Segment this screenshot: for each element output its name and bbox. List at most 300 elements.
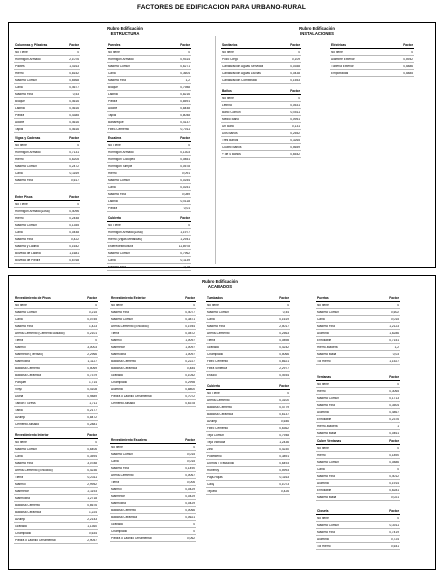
factor-value: 0,0429 [185, 501, 195, 505]
material-label: Tabla [15, 408, 23, 412]
material-label: Ladrillo [108, 92, 119, 96]
table-row [14, 481, 98, 488]
table-title: Ventanas [317, 375, 331, 380]
material-label: Madera Malla [317, 352, 337, 356]
factor-value: 0,1914 [389, 481, 399, 485]
material-label: Polietileno [207, 454, 222, 458]
table-row [107, 250, 191, 257]
factor-value: 1,1977 [180, 230, 190, 234]
table-row [221, 56, 301, 63]
table-row [107, 105, 191, 112]
material-label: Piedra o Ladrillo Ornamental [15, 538, 56, 542]
table-row [107, 98, 191, 105]
material-label: Enrollable [317, 488, 332, 492]
factor-value: 0 [287, 303, 289, 307]
factor-value: 0,4137 [180, 120, 190, 124]
factor-value: 0,7948 [279, 433, 289, 437]
factor-value: 0,44 [282, 310, 289, 314]
material-label: Madera Común [111, 452, 133, 456]
factor-table [221, 44, 301, 84]
factor-value: 0,602 [391, 310, 399, 314]
material-label: Adobe [108, 106, 118, 110]
material-label: No tiene [15, 303, 27, 307]
table-row [14, 344, 98, 351]
material-label: Grafiado [111, 373, 124, 377]
material-label: Tablón / Gress [15, 401, 36, 405]
factor-value: 0,3604 [180, 71, 190, 75]
table-row [316, 330, 400, 337]
table-row [14, 467, 98, 474]
table-row [330, 70, 414, 77]
material-label: Aluminio [317, 481, 330, 485]
material-label: Aluminio [317, 537, 330, 541]
factor-value: 2,1193 [87, 489, 97, 493]
factor-value: 0 [193, 522, 195, 526]
table-row [221, 63, 301, 70]
material-label: No tiene [317, 516, 329, 520]
material-label: Teja Común [207, 433, 225, 437]
material-label: Madera Fina [15, 178, 33, 182]
table-row [206, 316, 290, 323]
table-row [107, 142, 191, 149]
material-label: Cady [207, 482, 215, 486]
table-row [107, 222, 191, 229]
column-divider [215, 36, 216, 264]
material-label: Domos / Traslúcido [207, 461, 235, 465]
table-row [206, 432, 290, 439]
factor-table [107, 44, 191, 133]
material-label: Hormigón Armado(Losa) [108, 230, 143, 234]
factor-column-header: Factor [87, 433, 97, 438]
material-label: Hierro-Madera [317, 345, 338, 349]
factor-value: 0 [188, 223, 190, 227]
factor-value: 0 [193, 303, 195, 307]
factor-value: 0 [95, 338, 97, 342]
factor-value: 0,0067 [185, 473, 195, 477]
factor-value: 0,7151 [389, 338, 399, 342]
table-row [14, 495, 98, 502]
factor-value: 0,3871 [185, 317, 195, 321]
table-row [316, 316, 400, 323]
factor-value: 0 [397, 382, 399, 386]
material-label: Bloque [108, 85, 118, 89]
material-label: No tiene [15, 143, 27, 147]
table-row [14, 316, 98, 323]
table-row [221, 109, 301, 116]
factor-value: 0 [397, 467, 399, 471]
factor-value: 0,0461 [389, 431, 399, 435]
table-row [206, 446, 290, 453]
table-row [221, 70, 301, 77]
table-row [110, 372, 196, 379]
factor-value: 0,8448 [180, 106, 190, 110]
table-row [110, 521, 196, 528]
material-label: Baldosa Cemento [111, 359, 137, 363]
material-label: No tiene [111, 445, 123, 449]
factor-value: 0,1303 [180, 150, 190, 154]
factor-value: 1,711 [89, 401, 97, 405]
factor-column-header: Factor [87, 296, 97, 301]
factor-value: 0,0066 [185, 508, 195, 512]
table-row [14, 126, 80, 133]
table-title: Sanitarios [222, 43, 238, 48]
table-row [14, 516, 98, 523]
factor-value: 0 [77, 50, 79, 54]
table-row [316, 536, 400, 543]
table-row [14, 509, 98, 516]
factor-value: 0,4616 [69, 127, 79, 131]
factor-column-header: Factor [185, 296, 195, 301]
table-row [14, 365, 98, 372]
material-label: Hierro-Madera [317, 424, 338, 428]
factor-value: 0,6542 [290, 152, 300, 156]
factor-value: 0,1073 [279, 482, 289, 486]
factor-value: 0,0851 [180, 157, 190, 161]
table-row [14, 537, 98, 544]
table-title: Escalera [108, 136, 122, 141]
table-row [107, 191, 191, 198]
table-title: Eléctricas [331, 43, 347, 48]
factor-value: 0,4616 [69, 99, 79, 103]
factor-value: 1,2 [185, 78, 190, 82]
factor-value: 1,0097 [185, 338, 195, 342]
material-label: No tiene [222, 50, 234, 54]
factor-value: 2,2143 [87, 517, 97, 521]
factor-value: 0,4385 [69, 113, 79, 117]
factor-value: 0,6137 [279, 412, 289, 416]
table-row [14, 91, 80, 98]
factor-value: 0,8472 [87, 415, 97, 419]
material-label: Baldosa Cemento [207, 405, 233, 409]
factor-value: 0,2311 [87, 475, 97, 479]
table-row [110, 486, 196, 493]
material-label: Zinc [207, 447, 214, 451]
table-row [316, 395, 400, 402]
material-label: Baldosa Cerámica [111, 515, 138, 519]
table-row [14, 407, 98, 414]
table-row [107, 119, 191, 126]
table-row [110, 458, 196, 465]
factor-value: 0,641 [391, 544, 399, 548]
factor-column-header: Factor [389, 375, 399, 380]
factor-value: 0,0118 [180, 199, 190, 203]
factor-value: 0,3100 [279, 398, 289, 402]
material-label: Marmolina [111, 501, 126, 505]
factor-value: 0,1642 [69, 244, 79, 248]
material-label: Pozo Ciego [222, 57, 239, 61]
material-label: Fibra Sintética [207, 366, 228, 370]
table-row [316, 487, 400, 494]
factor-value: 2,9952 [87, 482, 97, 486]
table-row [14, 460, 98, 467]
table-row [14, 400, 98, 407]
factor-value: 0,2998 [185, 380, 195, 384]
table-row [14, 149, 80, 156]
factor-value: 0,426 [281, 489, 289, 493]
material-label: No Tiene [108, 223, 121, 227]
factor-value: 0,01 [183, 206, 190, 210]
table-row [107, 205, 191, 212]
factor-table [14, 434, 98, 544]
table-row [110, 451, 196, 458]
material-label: Madera Común [108, 64, 130, 68]
table-row [14, 330, 98, 337]
factor-value: 1,714 [89, 380, 97, 384]
table-row [206, 397, 290, 404]
factor-value: 2,2966 [87, 352, 97, 356]
material-label: Madera Fina [15, 237, 33, 241]
material-label: Caña [15, 85, 23, 89]
table-title: Revestimiento Exterior [111, 296, 146, 301]
factor-table [14, 297, 98, 428]
table-row [14, 49, 80, 56]
table-row [14, 243, 80, 250]
material-label: No tiene [207, 303, 219, 307]
table-row [14, 337, 98, 344]
factor-value: 0,109 [292, 57, 300, 61]
material-label: Madera Fina [317, 403, 335, 407]
table-row [107, 257, 191, 264]
material-label: Baldosa Cerámica [15, 373, 42, 377]
material-label: Fibro Cemento [207, 359, 229, 363]
factor-value: 0,0531 [290, 103, 300, 107]
factor-value: 0,2563 [279, 331, 289, 335]
table-row [316, 381, 400, 388]
table-row [14, 257, 80, 264]
factor-value: 0,089 [182, 192, 190, 196]
material-label: Hormigón Armado [15, 57, 41, 61]
material-label: Alambre Exterior [331, 57, 355, 61]
factor-value: 0,1139 [180, 258, 190, 262]
factor-value: 0,3504 [389, 403, 399, 407]
material-label: Madera Malla [317, 431, 337, 435]
material-label: Tol Hierro [317, 544, 331, 548]
material-label: Hierro [15, 157, 24, 161]
material-label: Arena-Cemento [207, 331, 230, 335]
table-row [14, 523, 98, 530]
factor-value: 0 [397, 303, 399, 307]
factor-value: 0 [188, 50, 190, 54]
material-label: Ladrillo [108, 199, 119, 203]
factor-value: 0,091 [182, 171, 190, 175]
factor-value: 0,1553 [290, 78, 300, 82]
table-row [14, 222, 80, 229]
material-label: Madera Común [15, 447, 37, 451]
factor-value: 0,4077 [185, 310, 195, 314]
material-label: Bóveda de Ladrillo [15, 251, 42, 255]
table-row [206, 474, 290, 481]
table-row [14, 351, 98, 358]
factor-value: 0,0429 [185, 494, 195, 498]
table-row [206, 372, 290, 379]
factor-value: 0,4236 [87, 468, 97, 472]
factor-value: 0 [77, 143, 79, 147]
material-label: Madera y Ladrillo [15, 244, 40, 248]
table-row [206, 425, 290, 432]
material-label: No tiene [15, 440, 27, 444]
factor-column-header: Factor [389, 296, 399, 301]
table-row [107, 126, 191, 133]
material-label: No tiene [222, 96, 234, 100]
material-label: Grafiado [207, 345, 220, 349]
material-label: No Tiene [108, 143, 121, 147]
material-label: Caña [108, 185, 116, 189]
factor-value: 0,0429 [185, 487, 195, 491]
table-row [221, 123, 301, 130]
material-label: Hormigón Armado(Losa) [15, 209, 50, 213]
table-row [316, 515, 400, 522]
factor-value: 0,0448 [69, 230, 79, 234]
material-label: Marmolina [15, 496, 30, 500]
factor-value: 1,2123 [389, 324, 399, 328]
table-row [206, 404, 290, 411]
material-label: Tierra [15, 475, 24, 479]
table-row [206, 460, 290, 467]
table-row [316, 302, 400, 309]
table-title: Baños [222, 89, 232, 94]
table-row [316, 543, 400, 550]
material-label: Madera Fina [317, 324, 335, 328]
factor-value: 0,2881 [87, 422, 97, 426]
table-row [206, 481, 290, 488]
factor-value: 0,0621 [185, 515, 195, 519]
factor-value: 0,006 [187, 480, 195, 484]
table-row [316, 409, 400, 416]
factor-value: 0,6205 [69, 157, 79, 161]
factor-value: 0,0755 [87, 317, 97, 321]
factor-value: 0,0898 [279, 338, 289, 342]
factor-column-header: Factor [290, 43, 300, 48]
material-label: Madera Común [15, 223, 37, 227]
factor-value: 0,5886 [403, 64, 413, 68]
table-row [316, 480, 400, 487]
material-label: Teja Vidriada [207, 440, 226, 444]
material-label: Estuco [207, 373, 217, 377]
material-label: Madera Malla [317, 495, 337, 499]
factor-value: 2,9057 [87, 538, 97, 542]
material-label: Baldosa Cemento [15, 503, 41, 507]
material-label: Mármol [111, 487, 122, 491]
table-row [14, 208, 80, 215]
table-row [316, 423, 400, 430]
factor-value: 2,5017 [279, 324, 289, 328]
material-label: Hormigón Armado [108, 57, 134, 61]
table-row [110, 500, 196, 507]
factor-value: 1,423 [89, 324, 97, 328]
factor-value: 0,4096 [69, 209, 79, 213]
material-label: Duela [15, 394, 24, 398]
factor-value: 0,4108 [87, 387, 97, 391]
material-label: Bloque [15, 99, 25, 103]
table-row [14, 70, 80, 77]
table-row [110, 465, 196, 472]
factor-value: 0,7011 [180, 127, 190, 131]
material-label: Caña [108, 71, 116, 75]
table-row [316, 466, 400, 473]
factor-value: 0,0358 [290, 64, 300, 68]
table-row [110, 493, 196, 500]
factor-value: 0,0886 [389, 460, 399, 464]
table-title: Cubierta [207, 384, 220, 389]
material-label: Caña [317, 317, 325, 321]
table-row [14, 453, 98, 460]
factor-value: 3,0003 [87, 345, 97, 349]
material-label: Madera Común [15, 164, 37, 168]
factor-value: 0,6406 [87, 447, 97, 451]
table-row [107, 77, 191, 84]
factor-value: 0,015 [391, 317, 399, 321]
factor-value: 0,0254 [180, 178, 190, 182]
table-row [14, 250, 80, 257]
factor-value: 0,2227 [185, 359, 195, 363]
factor-value: 0 [77, 202, 79, 206]
factor-column-header: Factor [180, 136, 190, 141]
material-label: Arena-Cemento [207, 398, 230, 402]
factor-value: 3,0788 [87, 461, 97, 465]
material-label: Madera Común [317, 460, 339, 464]
material-label: No Tiene [207, 391, 220, 395]
table-row [107, 91, 191, 98]
table-row [206, 309, 290, 316]
material-label: Baldosa Cemento [111, 508, 137, 512]
table-row [14, 302, 98, 309]
factor-value: 0,8591 [180, 99, 190, 103]
table-row [107, 56, 191, 63]
table-row [14, 98, 80, 105]
table-row [107, 163, 191, 170]
factor-value: 0 [298, 96, 300, 100]
material-label: Madera Fina [207, 324, 225, 328]
material-label: Cuatro Baños [222, 145, 242, 149]
factor-value: 0,1163 [279, 475, 289, 479]
material-label: Madera Fina [111, 466, 129, 470]
table-row [14, 177, 80, 184]
factor-value: 0,3265 [290, 138, 300, 142]
material-label: Madera Común [15, 78, 37, 82]
table-row [107, 229, 191, 236]
factor-value: 0,1490 [185, 466, 195, 470]
table-row [206, 358, 290, 365]
material-label: Caña [317, 467, 325, 471]
material-label: Hierro (Vigas Metálicas) [108, 237, 142, 241]
factor-value: 0,1619 [279, 317, 289, 321]
table-row [110, 323, 196, 330]
table-row [316, 337, 400, 344]
table-row [14, 112, 80, 119]
table-row [206, 330, 290, 337]
table-row [14, 386, 98, 393]
factor-value: 0,4616 [69, 120, 79, 124]
factor-table [107, 137, 191, 212]
material-label: Madera Común [108, 178, 130, 182]
table-row [316, 529, 400, 536]
factor-value: 0 [411, 50, 413, 54]
material-label: Madera Común [15, 310, 37, 314]
factor-value: 1,1527 [389, 359, 399, 363]
table-row [110, 400, 196, 407]
material-label: Fibro Cemento [207, 426, 229, 430]
material-label: Baldosa Cerámica [15, 510, 42, 514]
factor-value: 0,6271 [180, 64, 190, 68]
table-row [221, 95, 301, 102]
table-row [316, 522, 400, 529]
table-row [14, 358, 98, 365]
factor-value: 1,2718 [87, 496, 97, 500]
table-row [316, 459, 400, 466]
material-label: Estereoestructura [108, 244, 134, 248]
table-row [14, 142, 80, 149]
factor-value: 0,9314 [180, 57, 190, 61]
